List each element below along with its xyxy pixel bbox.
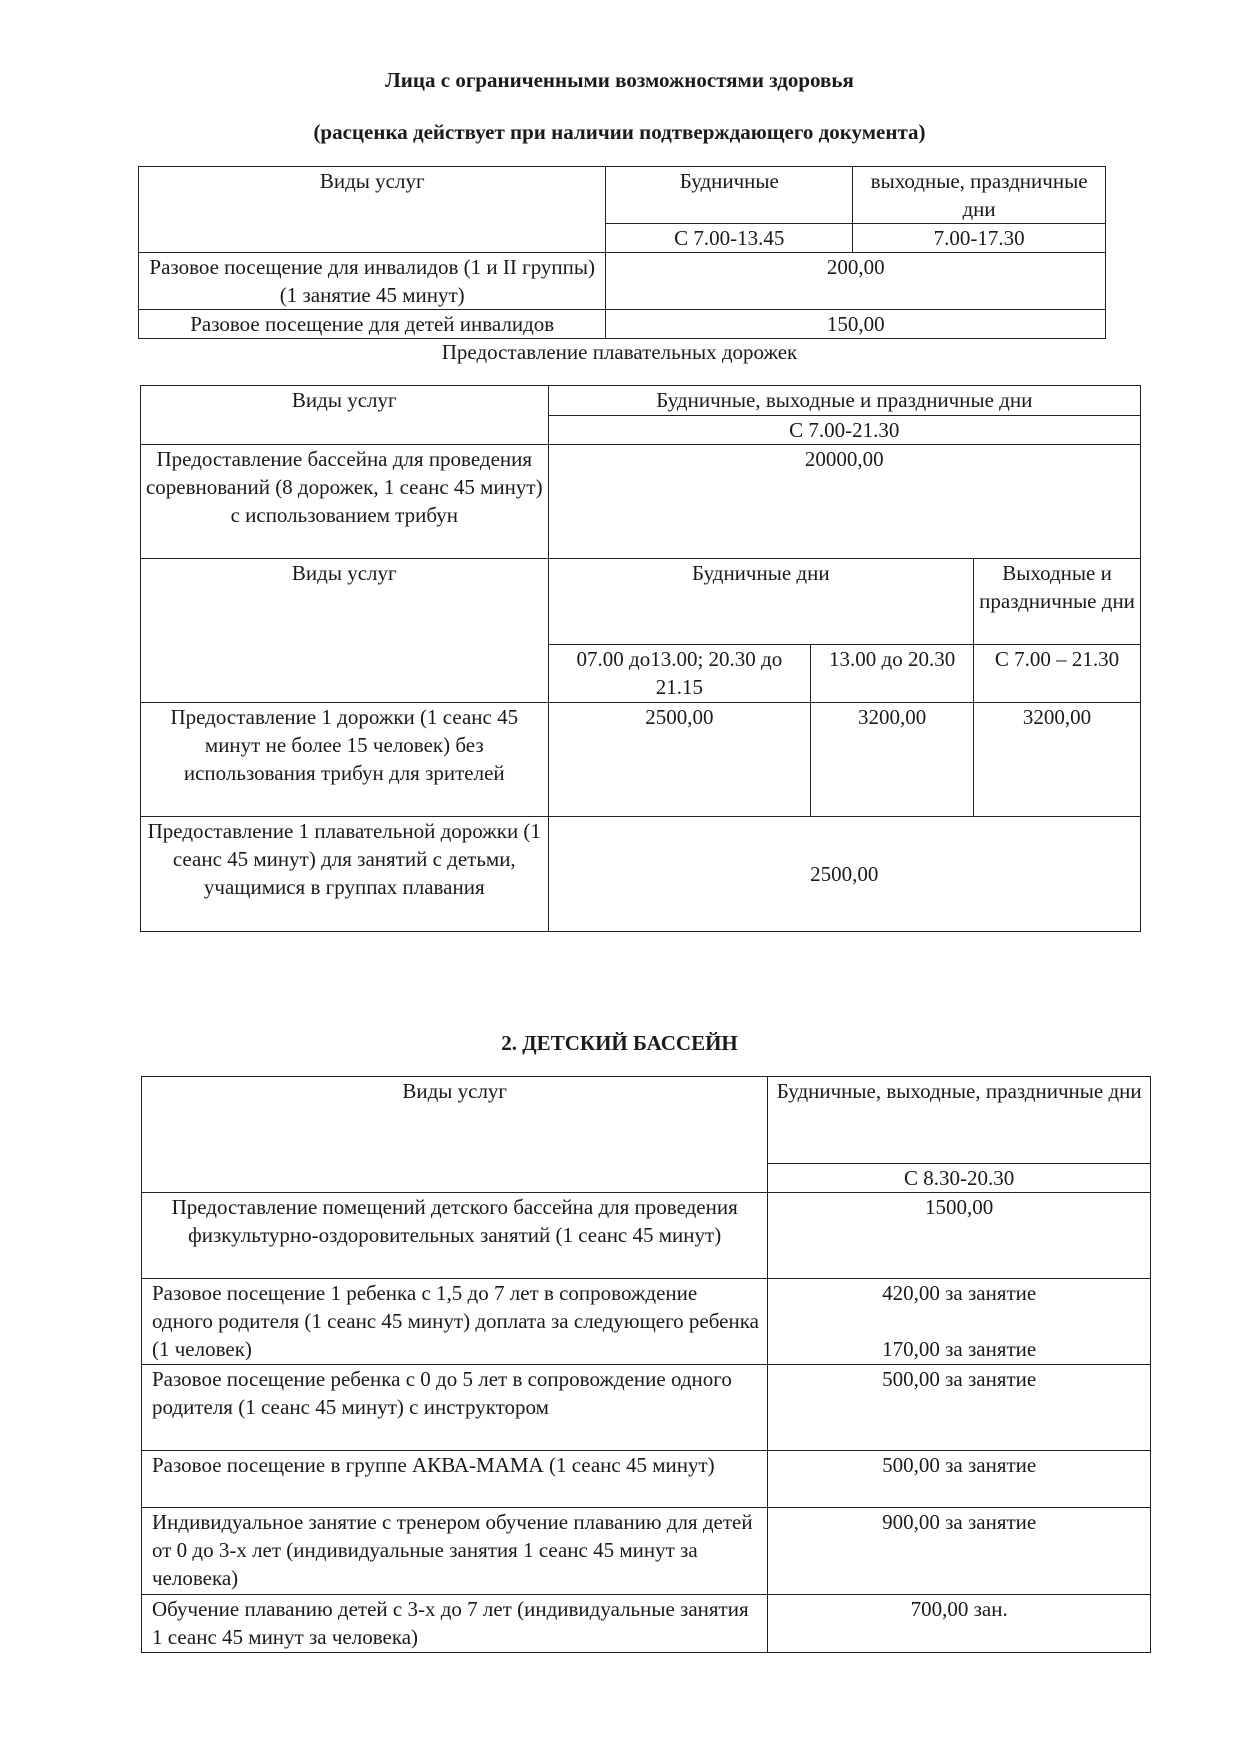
- kids-service: Разовое посещение 1 ребенка с 1,5 до 7 лет в сопровождение одного родителя (1 сеанс 45 минут) доплата за следующего ребенка (1 человек): [142, 1279, 768, 1365]
- table-row: [142, 1451, 1151, 1508]
- table-row: [141, 445, 1141, 559]
- kids-price: 420,00 за занятие: [882, 1281, 1037, 1305]
- kids-col-service: Виды услуг: [142, 1077, 768, 1193]
- kids-lane-service: Предоставление 1 плавательной дорожки (1 сеанс 45 минут) для занятий с детьми, учащимися в группах плавания: [141, 817, 549, 932]
- disabled-price: 150,00: [606, 310, 1106, 339]
- lanes-price-table: [140, 385, 1141, 932]
- kids-price-extra: 170,00 за занятие: [882, 1337, 1037, 1361]
- disabled-time-weekend: 7.00-17.30: [853, 224, 1106, 253]
- kids-pool-price-table: [141, 1076, 1151, 1653]
- kids-pool-title: 2. ДЕТСКИЙ БАССЕЙН: [501, 1031, 738, 1055]
- lanes-col-service: Виды услуг: [141, 386, 549, 445]
- lanes-col-weekends: Выходные и праздничные дни: [974, 559, 1141, 645]
- disabled-subtitle: (расценка действует при наличии подтверждающего документа): [313, 120, 926, 144]
- disabled-title: Лица с ограниченными возможностями здоровья: [385, 68, 854, 92]
- kids-service: Разовое посещение ребенка с 0 до 5 лет в сопровождение одного родителя (1 сеанс 45 минут) с инструктором: [142, 1365, 768, 1451]
- kids-lane-price: 2500,00: [548, 817, 1140, 932]
- lanes-col-service-2: Виды услуг: [141, 559, 549, 703]
- disabled-price: 200,00: [606, 253, 1106, 310]
- kids-time: С 8.30-20.30: [768, 1164, 1151, 1193]
- table-row: [142, 1365, 1151, 1451]
- kids-price: 700,00 зан.: [768, 1595, 1151, 1653]
- kids-service: Разовое посещение в группе АКВА-МАМА (1 сеанс 45 минут): [142, 1451, 768, 1508]
- table-row: [142, 1595, 1151, 1653]
- lanes-time-1: 07.00 до13.00; 20.30 до 21.15: [548, 645, 811, 703]
- kids-service: Обучение плаванию детей с 3-х до 7 лет (индивидуальные занятия 1 сеанс 45 минут за человека): [142, 1595, 768, 1653]
- lanes-col-all-days: Будничные, выходные и праздничные дни: [548, 386, 1140, 416]
- one-lane-price-1: 2500,00: [548, 703, 811, 817]
- kids-price-cell: [768, 1279, 1151, 1365]
- table-row: [141, 703, 1141, 817]
- kids-col-days: Будничные, выходные, праздничные дни: [768, 1077, 1151, 1164]
- lanes-col-weekdays: Будничные дни: [548, 559, 974, 645]
- disabled-service: Разовое посещение для детей инвалидов: [139, 310, 606, 339]
- disabled-col-weekend: выходные, праздничные дни: [853, 167, 1106, 224]
- table-row: [139, 253, 1106, 310]
- lanes-time-3: С 7.00 – 21.30: [974, 645, 1141, 703]
- kids-price: 500,00 за занятие: [768, 1451, 1151, 1508]
- competition-service: Предоставление бассейна для проведения соревнований (8 дорожек, 1 сеанс 45 минут) с использованием трибун: [141, 445, 549, 559]
- kids-price: 500,00 за занятие: [768, 1365, 1151, 1451]
- kids-price: 900,00 за занятие: [768, 1508, 1151, 1595]
- kids-service: Индивидуальное занятие с тренером обучение плаванию для детей от 0 до 3-х лет (индивидуальные занятия 1 сеанс 45 минут за человека): [142, 1508, 768, 1595]
- disabled-col-weekday: Будничные: [606, 167, 853, 224]
- disabled-time-weekday: С 7.00-13.45: [606, 224, 853, 253]
- competition-price: 20000,00: [548, 445, 1140, 559]
- one-lane-price-3: 3200,00: [974, 703, 1141, 817]
- table-row: [139, 310, 1106, 339]
- kids-service: Предоставление помещений детского бассейна для проведения физкультурно-оздоровительных занятий (1 сеанс 45 минут): [142, 1193, 768, 1279]
- table-row: [142, 1193, 1151, 1279]
- kids-price: 1500,00: [768, 1193, 1151, 1279]
- disabled-price-table: [138, 166, 1106, 339]
- lanes-title: Предоставление плавательных дорожек: [441, 340, 798, 364]
- disabled-service: Разовое посещение для инвалидов (1 и II группы) (1 занятие 45 минут): [139, 253, 606, 310]
- table-row: [141, 817, 1141, 932]
- table-row: [142, 1508, 1151, 1595]
- one-lane-price-2: 3200,00: [811, 703, 974, 817]
- one-lane-service: Предоставление 1 дорожки (1 сеанс 45 минут не более 15 человек) без использования трибун для зрителей: [141, 703, 549, 817]
- lanes-time-all: С 7.00-21.30: [548, 416, 1140, 445]
- table-row: [142, 1279, 1151, 1365]
- lanes-time-2: 13.00 до 20.30: [811, 645, 974, 703]
- disabled-col-service: Виды услуг: [139, 167, 606, 253]
